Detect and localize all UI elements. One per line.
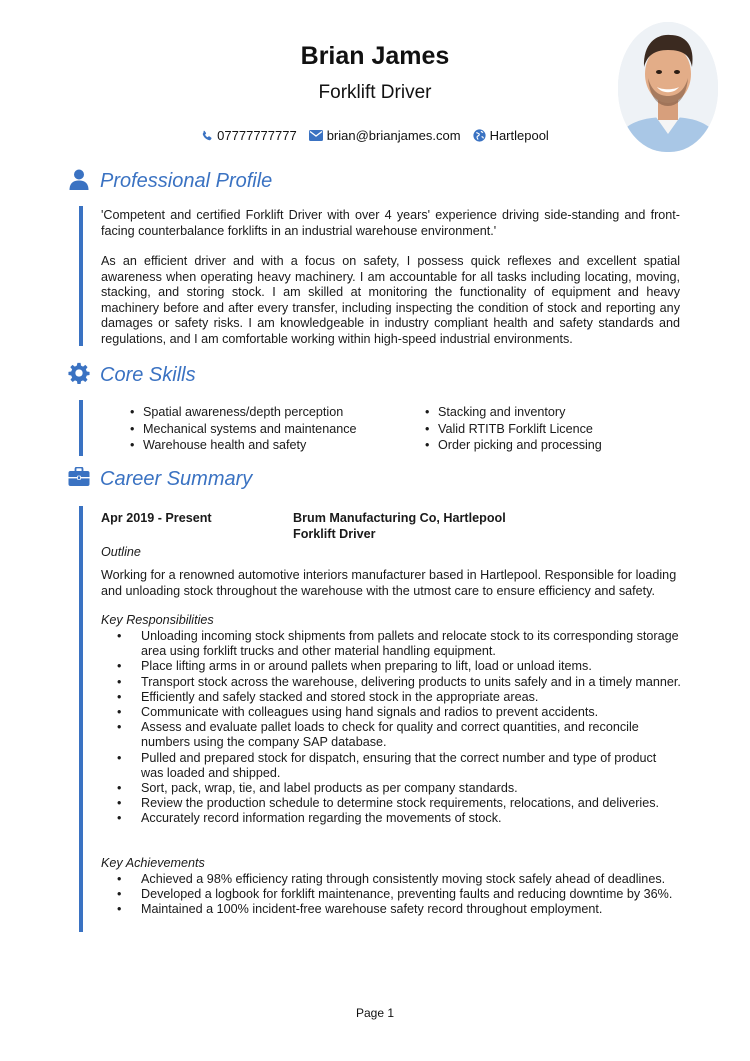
list-item: • Review the production schedule to determine stock requirements, relocations, and deliveries. (101, 796, 681, 811)
profile-summary: 'Competent and certified Forklift Driver with over 4 years' experience driving side-standing and front-facing counterbalance forklifts in an industrial warehouse environment.' (101, 208, 680, 238)
list-item: • Stacking and inventory (423, 404, 688, 421)
list-item: • Order picking and processing (423, 437, 688, 454)
outline-label: Outline (101, 545, 141, 559)
envelope-icon (309, 130, 323, 141)
responsibilities-label: Key Responsibilities (101, 613, 214, 627)
list-item: • Maintained a 100% incident-free warehouse safety record throughout employment. (101, 902, 681, 917)
job-role: Forklift Driver (293, 526, 376, 541)
gear-icon (68, 362, 90, 389)
list-item: • Mechanical systems and maintenance (128, 421, 423, 438)
list-item: • Efficiently and safely stacked and stored stock in the appropriate areas. (101, 690, 681, 705)
candidate-name: Brian James (300, 42, 450, 70)
email-address: brian@brianjames.com (326, 128, 461, 143)
list-item: • Transport stock across the warehouse, delivering products to units safely and in a timely manner. (101, 675, 681, 690)
list-item: • Unloading incoming stock shipments from pallets and relocate stock to its corresponding storage area using forklift trucks and other material handling equipment. (101, 629, 681, 659)
section-bar-profile (79, 206, 83, 346)
briefcase-icon (68, 467, 90, 492)
user-icon (68, 168, 90, 195)
contact-email[interactable] (309, 128, 461, 143)
job-outline: Working for a renowned automotive interiors manufacturer based in Hartlepool. Responsible for loading and unloading stock throughout the warehouse with the utmost care to ensure efficiency and safety. (101, 568, 677, 598)
candidate-job-title: Forklift Driver (318, 82, 432, 103)
list-item: • Place lifting arms in or around pallets when preparing to lift, load or unload items. (101, 659, 681, 674)
section-header-career (68, 467, 252, 492)
location-text: Hartlepool (489, 128, 549, 143)
section-bar-skills (79, 400, 83, 456)
list-item: • Achieved a 98% efficiency rating through consistently moving stock safely ahead of deadlines. (101, 872, 681, 887)
skills-list (128, 404, 688, 454)
phone-number: 07777777777 (217, 128, 297, 143)
profile-photo (618, 22, 718, 152)
section-bar-career (79, 506, 83, 932)
job-company: Brum Manufacturing Co, Hartlepool (293, 511, 506, 525)
phone-icon (201, 130, 213, 142)
list-item: • Warehouse health and safety (128, 437, 423, 454)
section-title-profile: Professional Profile (100, 170, 273, 192)
contact-location (473, 128, 549, 143)
job-dates: Apr 2019 - Present (101, 511, 212, 525)
list-item: • Spatial awareness/depth perception (128, 404, 423, 421)
contact-phone[interactable] (201, 128, 297, 143)
list-item: • Sort, pack, wrap, tie, and label products as per company standards. (101, 781, 681, 796)
job-employer (293, 511, 506, 542)
list-item: • Pulled and prepared stock for dispatch, ensuring that the correct number and type of product was loaded and shipped. (101, 751, 681, 781)
list-item: • Valid RTITB Forklift Licence (423, 421, 688, 438)
list-item: • Developed a logbook for forklift maintenance, preventing faults and reducing downtime by 36%. (101, 887, 681, 902)
section-title-skills: Core Skills (100, 364, 196, 386)
section-title-career: Career Summary (100, 468, 253, 490)
page-number: Page 1 (355, 1006, 395, 1020)
achievements-label: Key Achievements (101, 856, 205, 870)
section-header-profile (68, 168, 272, 195)
section-header-skills (68, 362, 196, 389)
responsibilities-list (101, 629, 681, 827)
profile-details: As an efficient driver and with a focus on safety, I possess quick reflexes and excellent spatial awareness when operating heavy machinery. I am accountable for all tasks including locating, moving, stacking, and storing stock. I am skilled at monitoring the functionality of equipment and heavy machinery before and after every transfer, including inspecting the condition of stock and reporting any damages or safety risks. I am knowledgeable in industry compliant health and safety standards and regulations, and I am comfortable working within high-speed industrial environments. (101, 254, 680, 346)
globe-icon (473, 129, 486, 142)
list-item: • Accurately record information regarding the movements of stock. (101, 811, 681, 826)
list-item: • Communicate with colleagues using hand signals and radios to prevent accidents. (101, 705, 681, 720)
list-item: • Assess and evaluate pallet loads to check for quality and correct quantities, and reconcile numbers using the company SAP database. (101, 720, 681, 750)
achievements-list (101, 872, 681, 918)
